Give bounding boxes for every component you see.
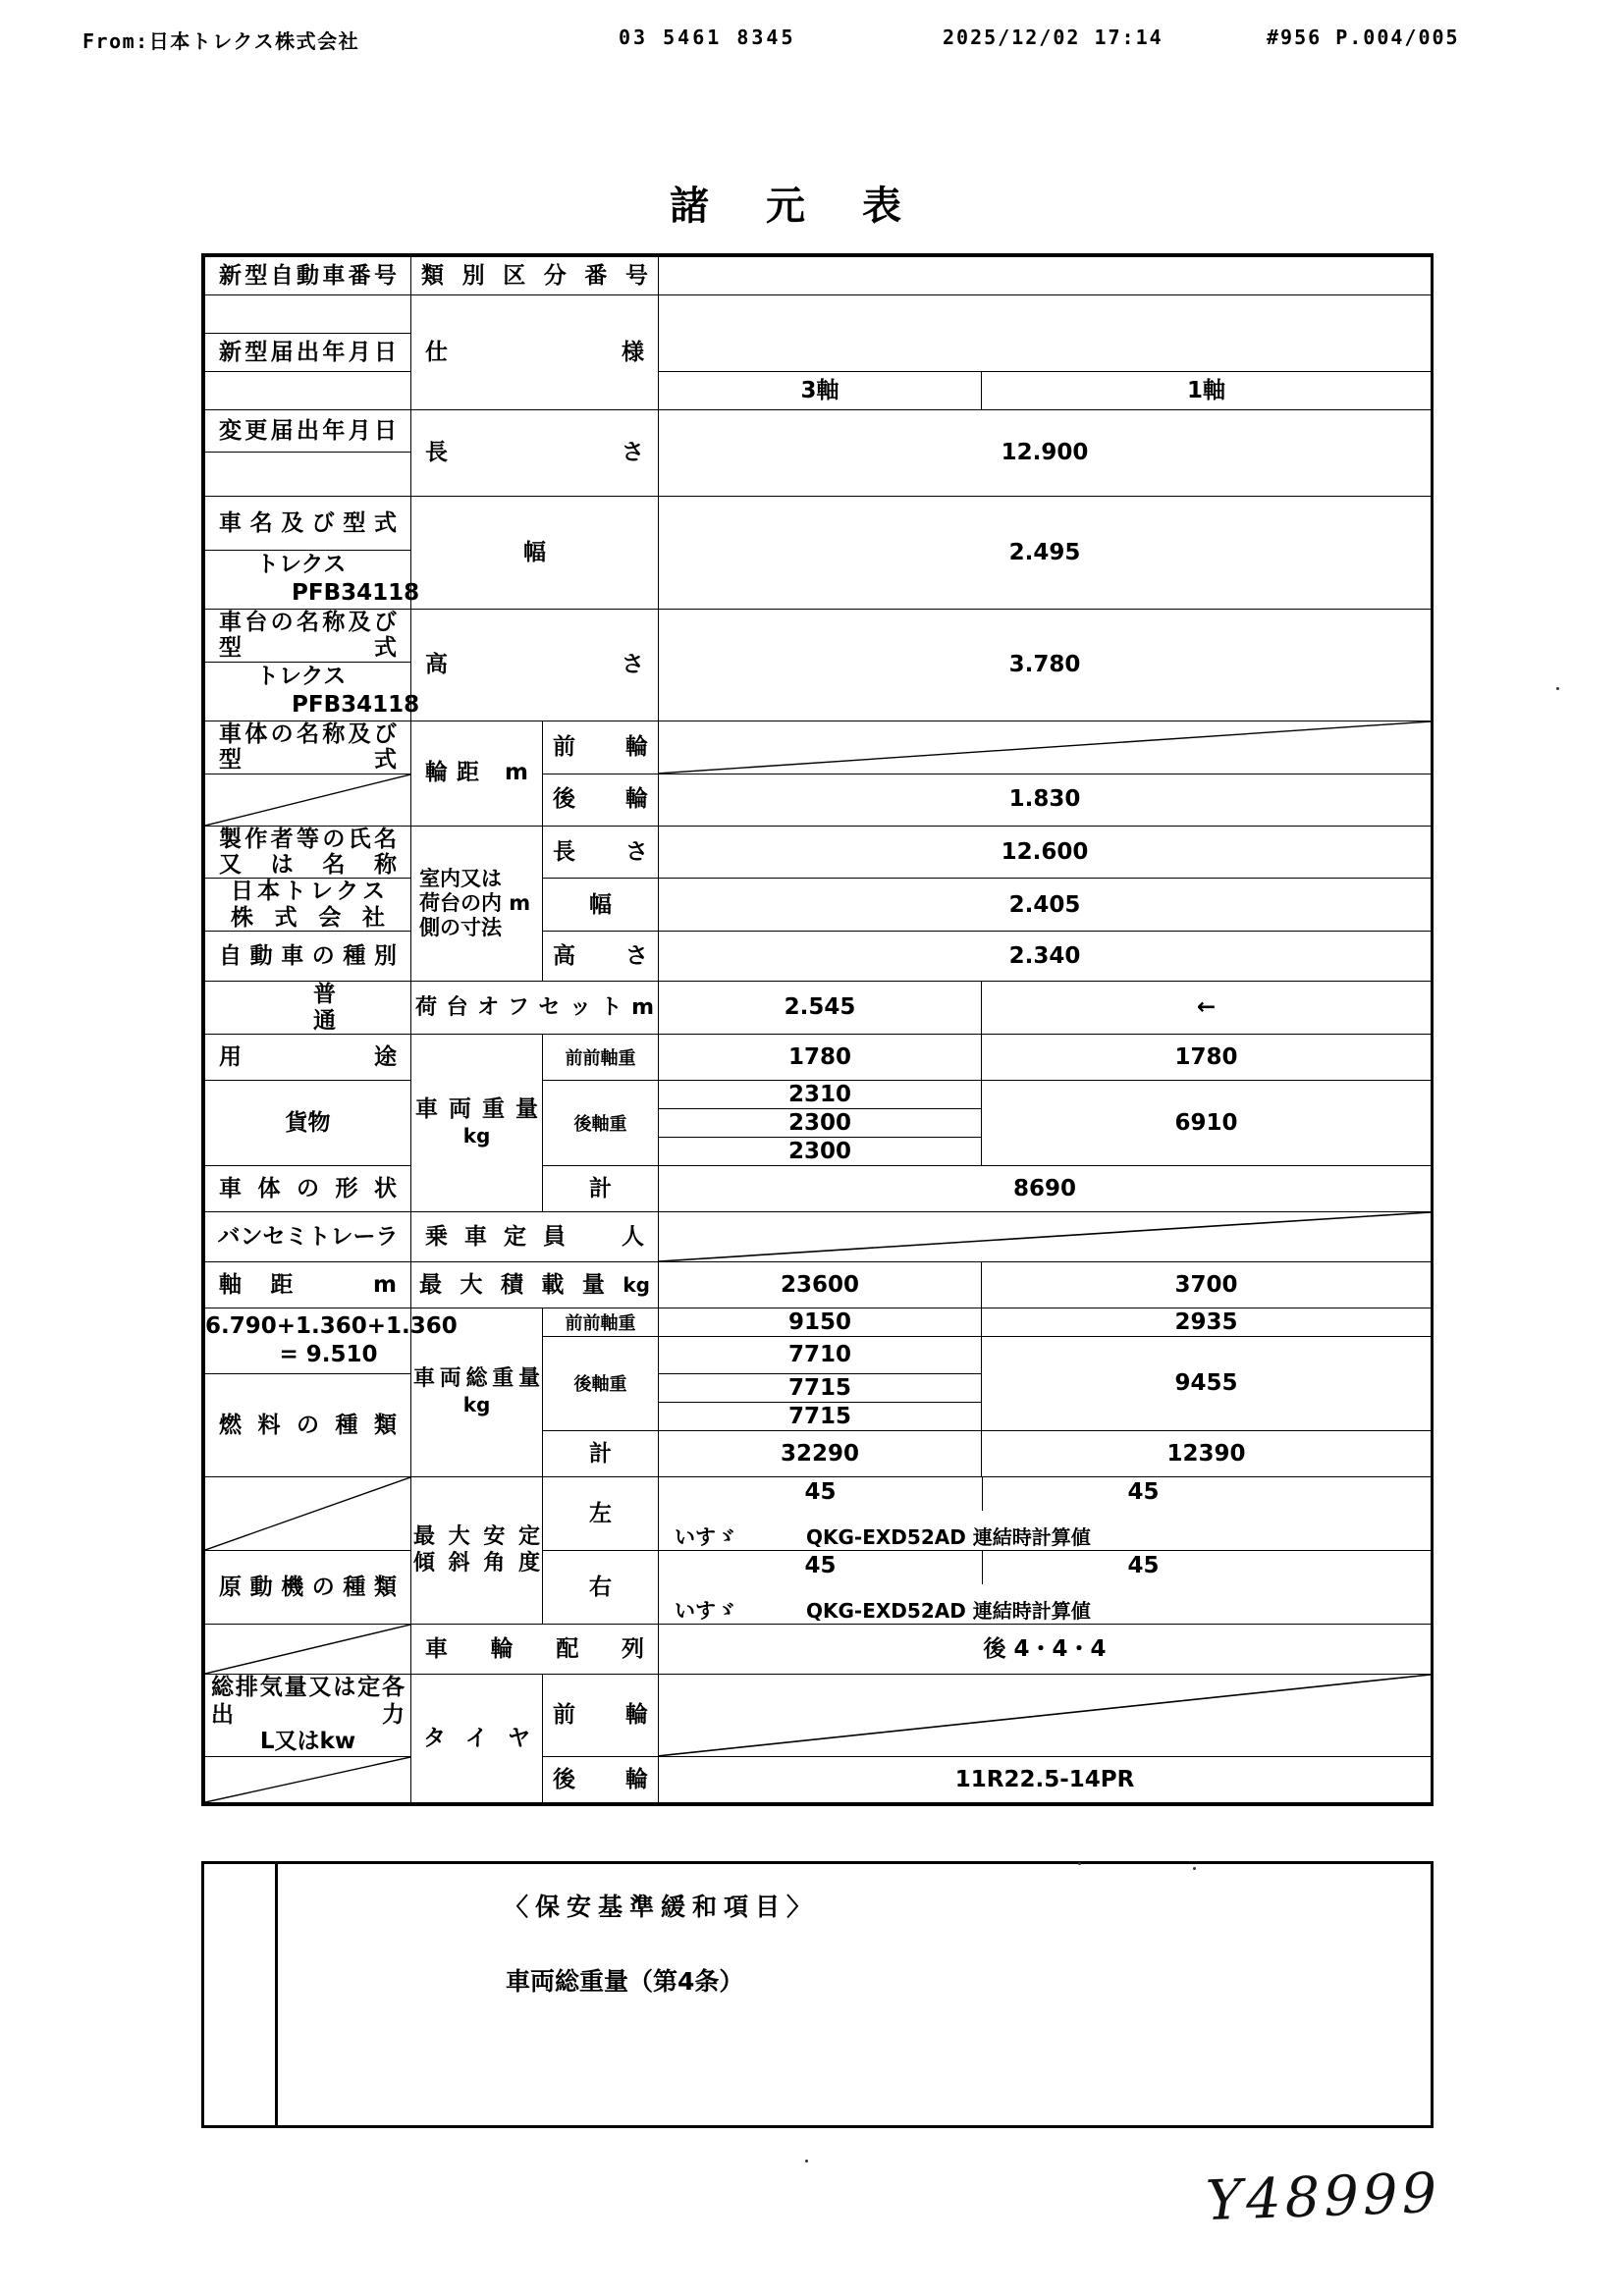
value-stability-angle-right[interactable]: 45 45 いすゞ QKG-EXD52AD 連結時計算値: [659, 1551, 1432, 1625]
label-overall-width: 幅: [411, 497, 659, 610]
value-wheel-arrangement[interactable]: 後 4・4・4: [659, 1625, 1432, 1675]
table-row: [205, 1212, 1432, 1262]
empty-strike-icon: [205, 1625, 410, 1674]
value-displacement-or-output[interactable]: [205, 1756, 411, 1802]
chassis-model-code: PFB34118: [292, 692, 420, 719]
table-row: [205, 609, 1432, 662]
value-gw-front-axle-1axle[interactable]: 2935: [982, 1308, 1432, 1337]
table-row: [205, 774, 1432, 826]
label-change-notification-date: 変更届出年月日: [205, 410, 411, 453]
label-inner-length: 長さ: [543, 826, 659, 879]
label-engine-type: 原動機の種類: [205, 1551, 411, 1625]
label-fuel-type: 燃料の種類: [205, 1374, 411, 1477]
value-inner-length[interactable]: 12.600: [659, 826, 1432, 879]
value-vw-rear-axle2-3axle[interactable]: 2300: [659, 1109, 982, 1138]
value-vw-total[interactable]: 8690: [659, 1166, 1432, 1212]
label-vw-rear-axle: 後軸重: [543, 1081, 659, 1166]
label-inner-height: 高さ: [543, 932, 659, 982]
value-max-load-3axle[interactable]: 23600: [659, 1262, 982, 1308]
label-manufacturer-name: 製作者等の氏名又は名称: [205, 826, 411, 879]
table-row: [205, 982, 1432, 1035]
label-tread: 輪距 m: [411, 721, 543, 826]
stability-note-model-right: QKG-EXD52AD 連結時計算値: [806, 1599, 1091, 1624]
label-max-load: 最大積載量kg: [411, 1262, 659, 1308]
label-tires: タイヤ: [411, 1675, 543, 1803]
value-tread-front[interactable]: [659, 721, 1432, 774]
table-row: [205, 932, 1432, 982]
table-row: [205, 295, 1432, 334]
fax-header-strip: [0, 26, 1624, 59]
label-chassis-name-and-model: 車台の名称及び型式: [205, 609, 411, 662]
value-stability-angle-left[interactable]: 45 45 いすゞ QKG-EXD52AD 連結時計算値: [659, 1477, 1432, 1551]
table-row: [205, 721, 1432, 774]
value-engine-type[interactable]: [205, 1625, 411, 1675]
value-specification[interactable]: [659, 295, 1432, 372]
table-row: [205, 879, 1432, 932]
label-tread-rear: 後輪: [543, 774, 659, 826]
value-vw-front-axle-3axle[interactable]: 1780: [659, 1035, 982, 1081]
empty-strike-icon: [205, 1757, 410, 1802]
label-inner-dimensions: 室内又は 荷台の内 m 側の寸法: [411, 826, 543, 982]
value-bed-offset-3axle[interactable]: 2.545: [659, 982, 982, 1035]
page-title: 諸元表: [670, 184, 958, 229]
fax-phone: 03 5461 8345: [619, 26, 796, 49]
vehicle-name: トレクス: [256, 552, 347, 577]
label-tread-front: 前輪: [543, 721, 659, 774]
label-overall-length: 長さ: [411, 410, 659, 497]
stability-note-maker-right: いすゞ: [675, 1598, 736, 1623]
label-specification: 仕様: [411, 295, 659, 410]
value-gw-rear-axle1-3axle[interactable]: 7710: [659, 1337, 982, 1374]
label-overall-height: 高さ: [411, 609, 659, 721]
column-header-3axle: 3軸: [659, 372, 982, 410]
value-seating-capacity[interactable]: [659, 1212, 1432, 1262]
label-displacement-or-output: 総排気量又は定各出力 L又はkw: [205, 1675, 411, 1757]
value-gw-total-3axle[interactable]: 32290: [659, 1431, 982, 1477]
fax-datetime: 2025/12/02 17:14: [943, 26, 1164, 49]
value-type-classification-number[interactable]: [659, 257, 1432, 295]
value-vehicle-name-and-model[interactable]: [205, 551, 420, 610]
label-gw-rear-axle: 後軸重: [543, 1337, 659, 1431]
column-header-1axle: 1軸: [982, 372, 1432, 410]
empty-strike-icon: [659, 1675, 1431, 1756]
table-row: [205, 1551, 1432, 1625]
value-gw-rear-axle2-3axle[interactable]: 7715: [659, 1374, 982, 1403]
table-row: [205, 1262, 1432, 1308]
stability-note-model-left: QKG-EXD52AD 連結時計算値: [806, 1525, 1091, 1550]
value-change-notification-date[interactable]: [205, 453, 411, 497]
table-row: [205, 1756, 1432, 1802]
empty-strike-icon: [659, 721, 1431, 774]
value-body-name-and-model[interactable]: [205, 774, 411, 826]
label-vw-front-axle: 前前軸重: [543, 1035, 659, 1081]
value-tire-front[interactable]: [659, 1675, 1432, 1757]
table-row: [205, 372, 1432, 410]
table-row: [205, 1081, 1432, 1109]
label-wheel-arrangement: 車輪配列: [411, 1625, 659, 1675]
scan-speck: [1193, 1867, 1196, 1870]
label-stability-angle: 最大安定 傾斜角度: [411, 1477, 543, 1625]
value-gw-front-axle-3axle[interactable]: 9150: [659, 1308, 982, 1337]
label-wheelbase: 軸距 m: [205, 1262, 411, 1308]
value-vw-rear-axle1-3axle[interactable]: 2310: [659, 1081, 982, 1109]
empty-strike-icon: [205, 774, 410, 826]
table-row: [205, 1166, 1432, 1212]
label-stability-angle-right: 右: [543, 1551, 659, 1625]
label-new-notification-date: 新型届出年月日: [205, 334, 411, 372]
scan-speck: [805, 2160, 808, 2163]
label-vehicle-name-and-model: 車名及び型式: [205, 497, 411, 551]
value-inner-width[interactable]: 2.405: [659, 879, 1432, 932]
scan-speck: [1078, 1862, 1081, 1865]
value-gw-rear-axle3-3axle[interactable]: 7715: [659, 1403, 982, 1431]
value-overall-width[interactable]: 2.495: [659, 497, 1432, 610]
label-vehicle-category: 自動車の種別: [205, 932, 411, 982]
label-tire-rear: 後輪: [543, 1756, 659, 1802]
label-gross-weight: 車両総重量 kg: [411, 1308, 543, 1477]
relaxation-note-title: 〈保安基準緩和項目〉: [504, 1893, 819, 1921]
label-gw-total: 計: [543, 1431, 659, 1477]
label-inner-width: 幅: [543, 879, 659, 932]
spec-table: [204, 256, 1432, 1803]
label-usage: 用途: [205, 1035, 411, 1081]
value-body-shape[interactable]: バンセミトレーラ: [205, 1212, 411, 1262]
value-chassis-name-and-model[interactable]: [205, 662, 420, 721]
value-vw-rear-axle3-3axle[interactable]: 2300: [659, 1138, 982, 1166]
value-vw-front-axle-1axle[interactable]: 1780: [982, 1035, 1432, 1081]
value-fuel-type[interactable]: [205, 1477, 411, 1551]
handwritten-reference-code: Y48999: [1204, 2161, 1442, 2234]
relaxation-note-inner: [275, 1864, 1431, 2125]
table-row: [205, 1035, 1432, 1081]
value-tire-rear[interactable]: 11R22.5-14PR: [659, 1756, 1432, 1802]
fax-page: #956 P.004/005: [1267, 26, 1460, 49]
value-max-load-1axle[interactable]: 3700: [982, 1262, 1432, 1308]
table-row: [205, 1308, 1432, 1337]
value-bed-offset-1axle[interactable]: ←: [982, 982, 1432, 1035]
value-inner-height[interactable]: 2.340: [659, 932, 1432, 982]
table-row: [205, 1625, 1432, 1675]
empty-strike-icon: [659, 1212, 1431, 1261]
label-seating-capacity: 乗車定員 人: [411, 1212, 659, 1262]
value-wheelbase[interactable]: 6.790+1.360+1.360 = 9.510: [205, 1308, 411, 1374]
label-bed-offset: 荷台オフセットm: [411, 982, 659, 1035]
value-gw-total-1axle[interactable]: 12390: [982, 1431, 1432, 1477]
table-row: [205, 826, 1432, 879]
table-row: [205, 497, 1432, 551]
value-tread-rear[interactable]: 1.830: [659, 774, 1432, 826]
value-overall-length[interactable]: 12.900: [659, 410, 1432, 497]
label-stability-angle-left: 左: [543, 1477, 659, 1551]
value-usage[interactable]: 貨物: [205, 1081, 411, 1166]
table-row: [205, 410, 1432, 453]
scan-speck: [1556, 687, 1559, 690]
label-vw-total: 計: [543, 1166, 659, 1212]
value-new-vehicle-number[interactable]: [205, 295, 411, 334]
spec-sheet: [201, 253, 1434, 1806]
fax-sender: From:日本トレクス株式会社: [82, 29, 360, 53]
relaxation-note-block: [201, 1861, 1434, 2128]
label-vehicle-weight: 車両重量 kg: [411, 1035, 543, 1212]
label-body-name-and-model: 車体の名称及び型式: [205, 721, 411, 774]
value-manufacturer-name[interactable]: 日本トレクス株式会社: [205, 879, 411, 932]
table-row: [205, 1477, 1432, 1551]
stability-note-maker-left: いすゞ: [675, 1524, 736, 1549]
label-tire-front: 前輪: [543, 1675, 659, 1757]
label-new-vehicle-number: 新型自動車番号: [205, 257, 411, 295]
table-row: [205, 257, 1432, 295]
empty-strike-icon: [205, 1477, 410, 1550]
label-gw-front-axle: 前前軸重: [543, 1308, 659, 1337]
value-gw-rear-axle-1axle[interactable]: 9455: [982, 1337, 1432, 1431]
chassis-name: トレクス: [256, 663, 347, 689]
value-vehicle-category[interactable]: 普通: [205, 982, 411, 1035]
label-type-classification-number: 類別区分番号: [411, 257, 659, 295]
label-body-shape: 車体の形状: [205, 1166, 411, 1212]
value-overall-height[interactable]: 3.780: [659, 609, 1432, 721]
value-new-notification-date[interactable]: [205, 372, 411, 410]
value-vw-rear-axle-1axle[interactable]: 6910: [982, 1081, 1432, 1166]
table-row: [205, 1675, 1432, 1757]
relaxation-note-item: 車両総重量（第4条）: [506, 1967, 744, 1996]
vehicle-model-code: PFB34118: [292, 580, 420, 607]
